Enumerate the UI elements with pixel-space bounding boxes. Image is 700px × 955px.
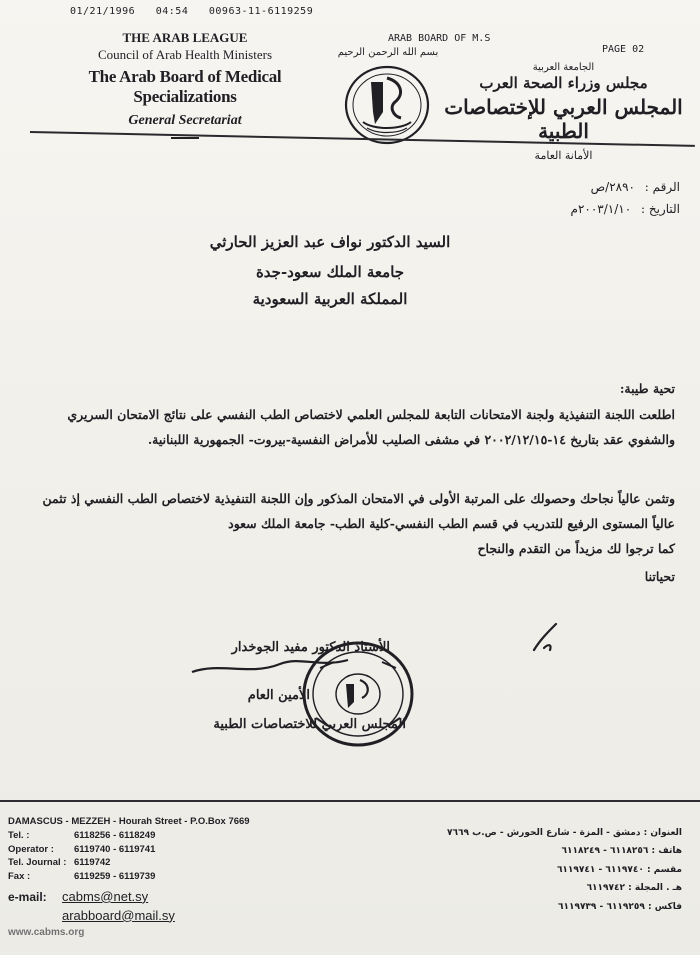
fax-time: 04:54 [155,6,189,17]
basmala: بسم الله الرحمن الرحيم [337,47,439,58]
footer-tel [8,829,250,843]
website-link[interactable]: www.cabms.org [8,926,85,938]
letterhead-english [40,30,330,139]
official-stamp-seal [300,638,416,750]
body-paragraph-2: وتثمن عالياً نجاحك وحصولك على المرتبة الأولى في الامتحان المذكور وإن اللجنة التنفيذية لاختصاص الطب النفسي إذ تثمن عالياً المستوى الرفيع للتدريب في قسم الطب النفسي-كلية الطب- جامعة الملك سعود [42,491,675,531]
reference-number [591,180,680,194]
board-title-ar: المجلس العربي للإختصاصات الطبية [444,95,683,143]
secretariat-title: General Secretariat [128,113,242,128]
recipient-country: المملكة العربية السعودية [252,290,408,308]
footer-fax-ar: فاكس : ٦١١٩٢٥٩ - ٦١١٩٧٣٩ [557,901,682,912]
ref-date-value: ٢٠٠٣/١/١٠م [570,202,632,216]
tel-label: Tel. : [8,829,30,841]
council-title-ar: مجلس وزراء الصحة العرب [479,74,648,92]
board-emblem-logo [343,64,431,146]
footer-fax [8,870,250,884]
ref-number-value: ٢٨٩٠/ص [590,180,635,194]
tel-value: 6118256 - 6118249 [74,829,156,841]
email-link-2[interactable]: arabboard@mail.sy [62,907,175,923]
body-paragraph-3: كما ترجوا لك مزيداً من التقدم والنجاح [477,541,675,556]
reference-date [571,202,680,216]
journal-label: Tel. Journal : [8,857,67,869]
footer-tel-ar: هاتف : ٦١١٨٢٥٦ - ٦١١٨٢٤٩ [561,846,682,857]
footer-address-ar: العنوان : دمشق - المزة - شارع الحورش - ص.ب ٧٦٦٩ [447,828,682,838]
footer-contact-english [8,815,250,940]
footer-website [8,926,250,941]
fax-page: PAGE 02 [602,44,645,55]
signatory-title: الأمين العام [247,688,310,703]
letterhead-arabic [441,62,686,162]
email-label: e-mail: [8,889,47,904]
ref-number-label: الرقم : [644,180,680,194]
footer-email [8,888,250,907]
footer-address: DAMASCUS - MEZZEH - Hourah Street - P.O.Box 7669 [8,816,250,827]
body-paragraph-1: اطلعت اللجنة التنفيذية ولجنة الامتحانات التابعة للمجلس العلمي لاختصاص الطب النفسي على نتائج الامتحان السريري والشفوي عقد بتاريخ ١٤-٢٠٠٢/١٢/١٥ في مشفى الصليب للأمراض النفسية-بيروت- الجمهورية اللبنانية. [67,407,675,447]
fax-date: 01/21/1996 [70,6,136,17]
email-link-1[interactable]: cabms@net.sy [62,888,149,904]
footer-operator-ar: مقسم : ٦١١٩٧٤٠ - ٦١١٩٧٤١ [556,864,682,875]
council-title: Council of Arab Health Ministers [97,47,273,62]
footer-journal [8,856,250,870]
signatory-name: الأستاذ الدكتور مفيد الجوخدار [231,640,390,655]
footer-email-2 [8,907,250,926]
operator-label: Operator : [8,843,54,855]
secretariat-title-ar: الأمانة العامة [534,149,593,162]
footer-contact-arabic [382,824,682,916]
ref-date-label: التاريخ : [640,202,680,216]
operator-value: 6119740 - 6119741 [74,843,156,855]
footer-journal-ar: هـ . المجلة : ٦١١٩٧٤٢ [586,883,682,894]
league-title: THE ARAB LEAGUE [122,30,248,45]
signatory-organization: المجلس العربي للاختصاصات الطبية [213,717,406,732]
greeting: تحية طيبة: [619,381,675,396]
recipient-university: جامعة الملك سعود-جدة [255,263,405,281]
footer-rule [0,800,700,802]
fax-label: Fax : [8,871,31,883]
fax-number: 00963-11-6119259 [208,6,314,17]
closing: تحياتنا [644,569,675,584]
handwritten-mark [526,618,566,658]
footer-operator [8,843,250,857]
fax-sender: ARAB BOARD OF M.S [388,33,491,44]
board-title: The Arab Board of Medical Specializations [88,67,282,106]
fax-header [70,6,327,17]
header-dash [171,137,199,139]
league-title-ar: الجامعة العربية [532,62,595,73]
fax-value: 6119259 - 6119739 [74,871,156,883]
journal-value: 6119742 [74,857,111,869]
recipient-name: السيد الدكتور نواف عبد العزيز الحارثي [209,233,451,251]
